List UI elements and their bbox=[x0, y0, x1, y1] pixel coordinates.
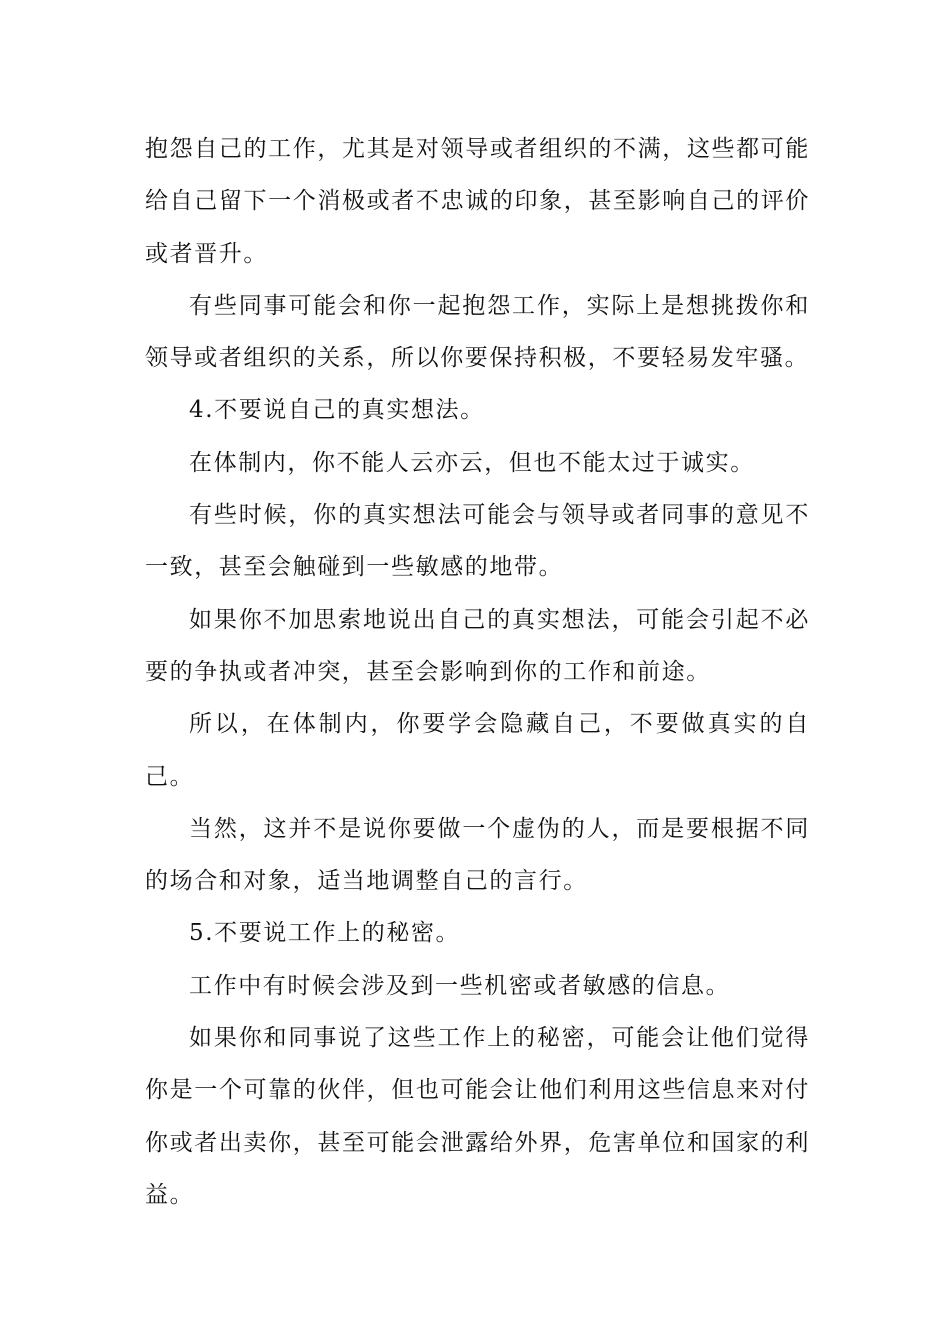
paragraph: 如果你和同事说了这些工作上的秘密，可能会让他们觉得你是一个可靠的伙伴，但也可能会让他们利用这些信息来对付你或者出卖你，甚至可能会泄露给外界，危害单位和国家的利益。 bbox=[145, 1025, 810, 1208]
paragraph: 工作中有时候会涉及到一些机密或者敏感的信息。 bbox=[189, 972, 731, 999]
paragraph: 在体制内，你不能人云亦云，但也不能太过于诚实。 bbox=[189, 449, 755, 476]
paragraph-continuation: 抱怨自己的工作，尤其是对领导或者组织的不满，这些都可能给自己留下一个消极或者不忠诚的印象，甚至影响自己的评价或者晋升。 bbox=[145, 136, 810, 267]
section-heading: 5.不要说工作上的秘密。 bbox=[189, 920, 461, 947]
document-body bbox=[145, 123, 810, 1221]
paragraph: 有些同事可能会和你一起抱怨工作，实际上是想挑拨你和领导或者组织的关系，所以你要保持积极，不要轻易发牢骚。 bbox=[145, 292, 810, 372]
paragraph: 有些时候，你的真实想法可能会与领导或者同事的意见不一致，甚至会触碰到一些敏感的地带。 bbox=[145, 502, 810, 581]
section-heading: 4.不要说自己的真实想法。 bbox=[189, 397, 485, 424]
paragraph: 所以，在体制内，你要学会隐藏自己，不要做真实的自己。 bbox=[145, 711, 810, 790]
paragraph: 如果你不加思索地说出自己的真实想法，可能会引起不必要的争执或者冲突，甚至会影响到你的工作和前途。 bbox=[145, 606, 810, 685]
paragraph: 当然，这并不是说你要做一个虚伪的人，而是要根据不同的场合和对象，适当地调整自己的言行。 bbox=[145, 815, 810, 895]
